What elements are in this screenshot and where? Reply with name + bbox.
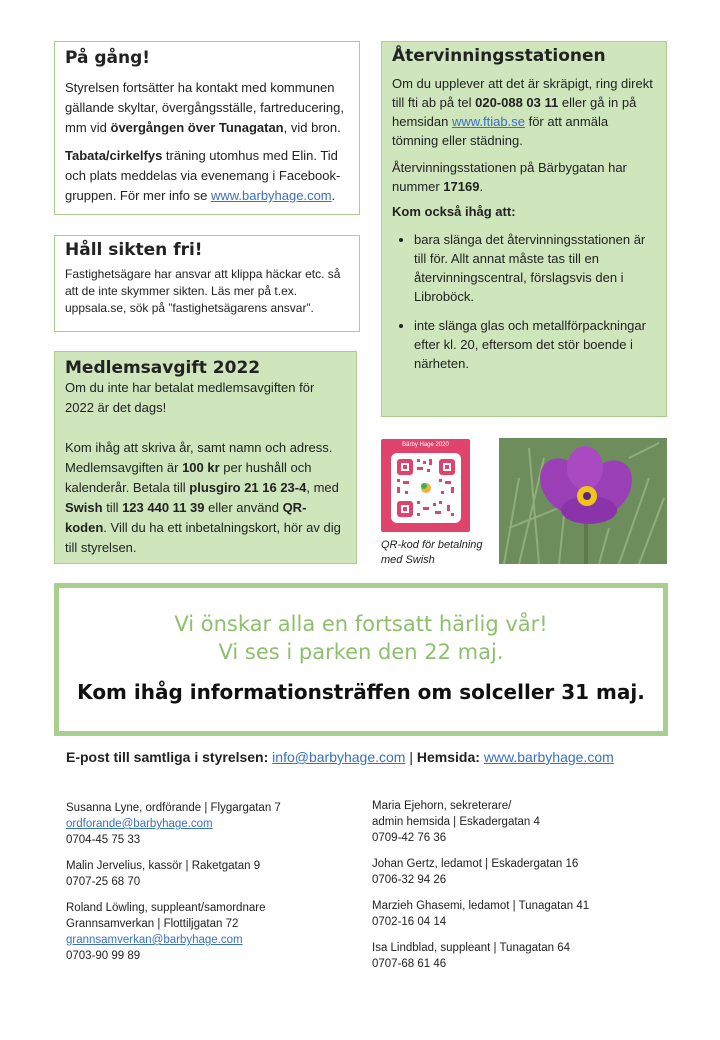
qr-header: Bärby Hage 2020	[402, 442, 449, 448]
qr-caption: QR-kod för betalning med Swish	[381, 539, 483, 566]
greeting-banner	[54, 583, 668, 736]
grannsamverkan-email-link[interactable]: grannsamverkan@barbyhage.com	[66, 934, 243, 946]
medlem-title: Medlemsavgift 2022	[65, 358, 261, 378]
contacts-right	[372, 798, 672, 982]
info-email-link[interactable]: info@barbyhage.com	[272, 749, 406, 765]
atervinning-text-3: Kom också ihåg att:	[392, 204, 516, 219]
atervinning-box	[381, 41, 667, 417]
atervinning-list	[392, 230, 656, 373]
website-link[interactable]: www.barbyhage.com	[483, 749, 614, 765]
list-item: • bara slänga det återvinningsstationen är till för. Allt annat måste tas till en återvinningscentral, förslagsvis den i Libroböck.	[414, 230, 656, 306]
sikten-text: Fastighetsägare har ansvar att klippa häckar etc. så att de inte skymmer sikten. Läs mer på t.ex. uppsala.se, sök på ”fastighetsägarens ansvar”.	[65, 267, 341, 315]
medlem-box	[54, 351, 357, 564]
atervinning-title: Återvinningsstationen	[392, 46, 606, 66]
banner-reminder: Kom ihåg informationsträffen om solceller 31 maj.	[77, 680, 645, 704]
banner-greeting: Vi önskar alla en fortsatt härlig vår! Vi ses i parken den 22 maj.	[174, 612, 548, 664]
medlem-text-2: Kom ihåg att skriva år, samt namn och adress. Medlemsavgiften är 100 kr per hushåll och kalenderår. Betala till plusgiro 21 16 23-4, med Swish till 123 440 11 39 eller använd QR-koden. Vill du ha ett inbetalningskort, hör av dig till styrelsen.	[65, 440, 341, 555]
atervinning-text-2: Återvinningsstationen på Bärbygatan har nummer 17169.	[392, 160, 627, 194]
contact-entry: Maria Ejehorn, sekreterare/ admin hemsida | Eskadergatan 4 0709-42 76 36	[372, 800, 540, 844]
contact-entry: Isa Lindblad, suppleant | Tunagatan 64 0707-68 61 46	[372, 942, 571, 970]
pagang-text-1: Styrelsen fortsätter ha kontakt med kommunen gällande skyltar, övergångsställe, fartreducering, mm vid övergången över Tunagatan, vid bron.	[65, 80, 344, 135]
contact-entry: Johan Gertz, ledamot | Eskadergatan 16 0706-32 94 26	[372, 858, 579, 886]
email-line: E-post till samtliga i styrelsen: info@barbyhage.com | Hemsida: www.barbyhage.com	[66, 749, 614, 765]
sikten-title: Håll sikten fri!	[65, 240, 203, 260]
contact-entry: Marzieh Ghasemi, ledamot | Tunagatan 41 0702-16 04 14	[372, 900, 590, 928]
sikten-box	[54, 235, 360, 332]
contact-entry: Susanna Lyne, ordförande | Flygargatan 7 ordforande@barbyhage.com 0704-45 75 33	[66, 802, 281, 846]
ftiab-link[interactable]: www.ftiab.se	[451, 114, 525, 129]
qr-card	[381, 439, 470, 532]
contacts-left	[66, 800, 356, 974]
contact-entry: Malin Jervelius, kassör | Raketgatan 9 0707-25 68 70	[66, 860, 261, 888]
qr-code-image	[391, 453, 461, 523]
pagang-text-2: Tabata/cirkelfys träning utomhus med Elin. Tid och plats meddelas via evenemang i Facebook-gruppen. För mer info se www.barbyhage.com.	[65, 148, 341, 203]
atervinning-text-1: Om du upplever att det är skräpigt, ring direkt till fti ab på tel 020-088 03 11 eller gå in på hemsidan www.ftiab.se för att anmäla tömning eller städning.	[392, 76, 653, 148]
list-item: • inte slänga glas och metallförpackningar efter kl. 20, eftersom det stör boende i närheten.	[414, 316, 656, 373]
barbyhage-link[interactable]: www.barbyhage.com	[210, 188, 332, 203]
pagang-box	[54, 41, 360, 215]
contact-entry: Roland Löwling, suppleant/samordnare Grannsamverkan | Flottiljgatan 72 grannsamverkan@barbyhage.com 0703-90 99 89	[66, 902, 266, 962]
medlem-text-1: Om du inte har betalat medlemsavgiften för 2022 är det dags!	[65, 380, 315, 415]
pagang-title: På gång!	[65, 48, 151, 68]
pasque-flower-photo	[499, 438, 667, 564]
ordforande-email-link[interactable]: ordforande@barbyhage.com	[66, 818, 213, 830]
